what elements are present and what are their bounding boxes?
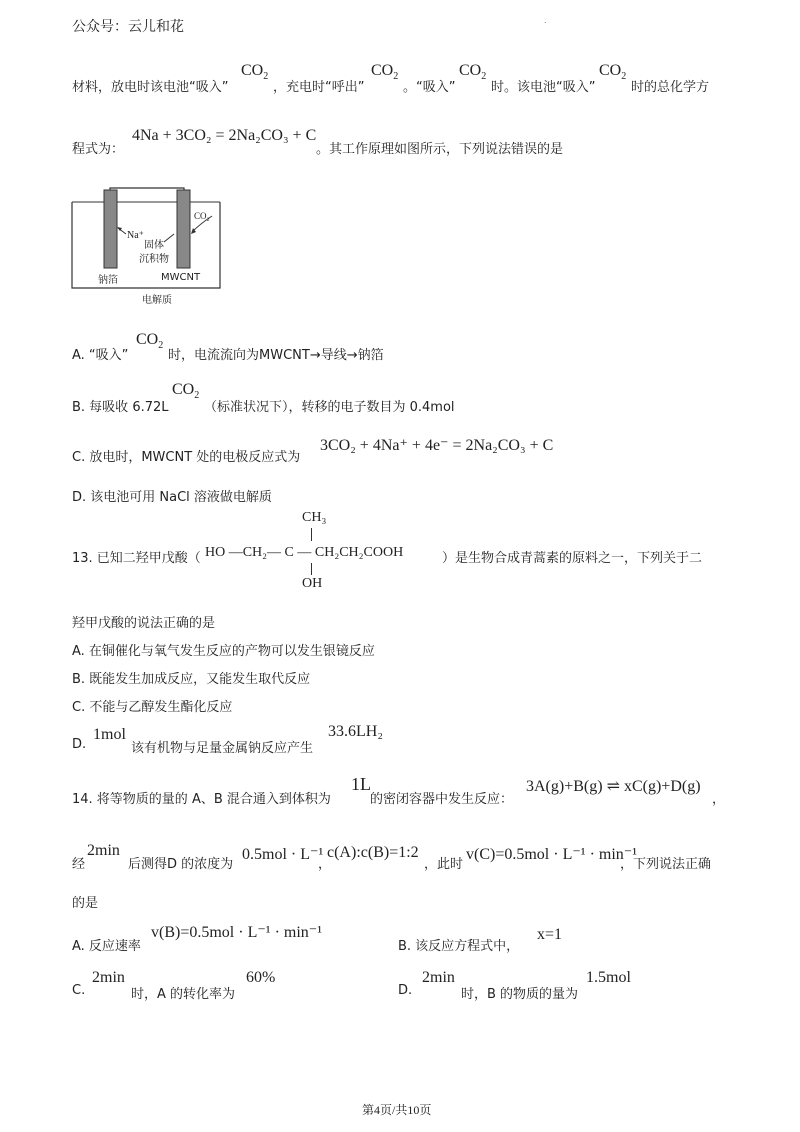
header-dot: . bbox=[544, 16, 547, 25]
struct-ch3: CH₃ bbox=[302, 510, 327, 525]
label-electrolyte: 电解质 bbox=[142, 295, 172, 306]
mwcnt-electrode bbox=[177, 190, 190, 268]
bond-line bbox=[311, 528, 312, 541]
battery-diagram bbox=[70, 182, 260, 310]
formula-co2: $CO_2$ bbox=[371, 62, 399, 83]
formula-co2: $CO_2$ bbox=[599, 62, 627, 83]
label-solid1: 固体 bbox=[144, 240, 164, 251]
bond-line bbox=[311, 563, 312, 575]
formula-co2: $CO_2$ bbox=[459, 62, 487, 83]
q13-option-c: C. 不能与乙醇发生酯化反应 bbox=[72, 700, 233, 715]
formula-co2: $CO_2$ bbox=[136, 331, 164, 352]
reaction-equation: 4Na + 3CO₂ = 2Na₂CO₃ + C bbox=[132, 127, 317, 144]
reaction-equation: 3A(g)+B(g) ⇌ xC(g)+D(g) bbox=[526, 778, 701, 795]
header-account: 公众号：云儿和花 bbox=[72, 19, 184, 35]
wire bbox=[110, 188, 184, 192]
label-co2: CO₂ bbox=[194, 211, 210, 221]
label-solid2: 沉积物 bbox=[139, 254, 169, 265]
label-na: Na⁺ bbox=[127, 230, 144, 241]
struct-oh: OH bbox=[302, 576, 323, 591]
electrode-equation: 3CO₂ + 4Na⁺ + 4e⁻ = 2Na₂CO₃ + C bbox=[320, 437, 554, 454]
struct-formula: HO —CH₂— C — CH₂CH₂COOH bbox=[205, 545, 404, 560]
page-number: 第4页/共10页 bbox=[362, 1103, 432, 1117]
label-sodium-foil: 钠箔 bbox=[98, 275, 118, 286]
label-mwcnt: MWCNT bbox=[161, 272, 201, 283]
formula-co2: $CO_2$ bbox=[172, 381, 200, 402]
formula-co2: $CO_2$ bbox=[241, 62, 269, 83]
q14-line3: 的是 bbox=[72, 896, 99, 911]
sodium-foil-electrode bbox=[104, 190, 117, 268]
q13-option-b: B. 既能发生加成反应，又能发生取代反应 bbox=[72, 672, 311, 687]
q13-option-a: A. 在铜催化与氧气发生反应的产物可以发生银镜反应 bbox=[72, 644, 375, 659]
